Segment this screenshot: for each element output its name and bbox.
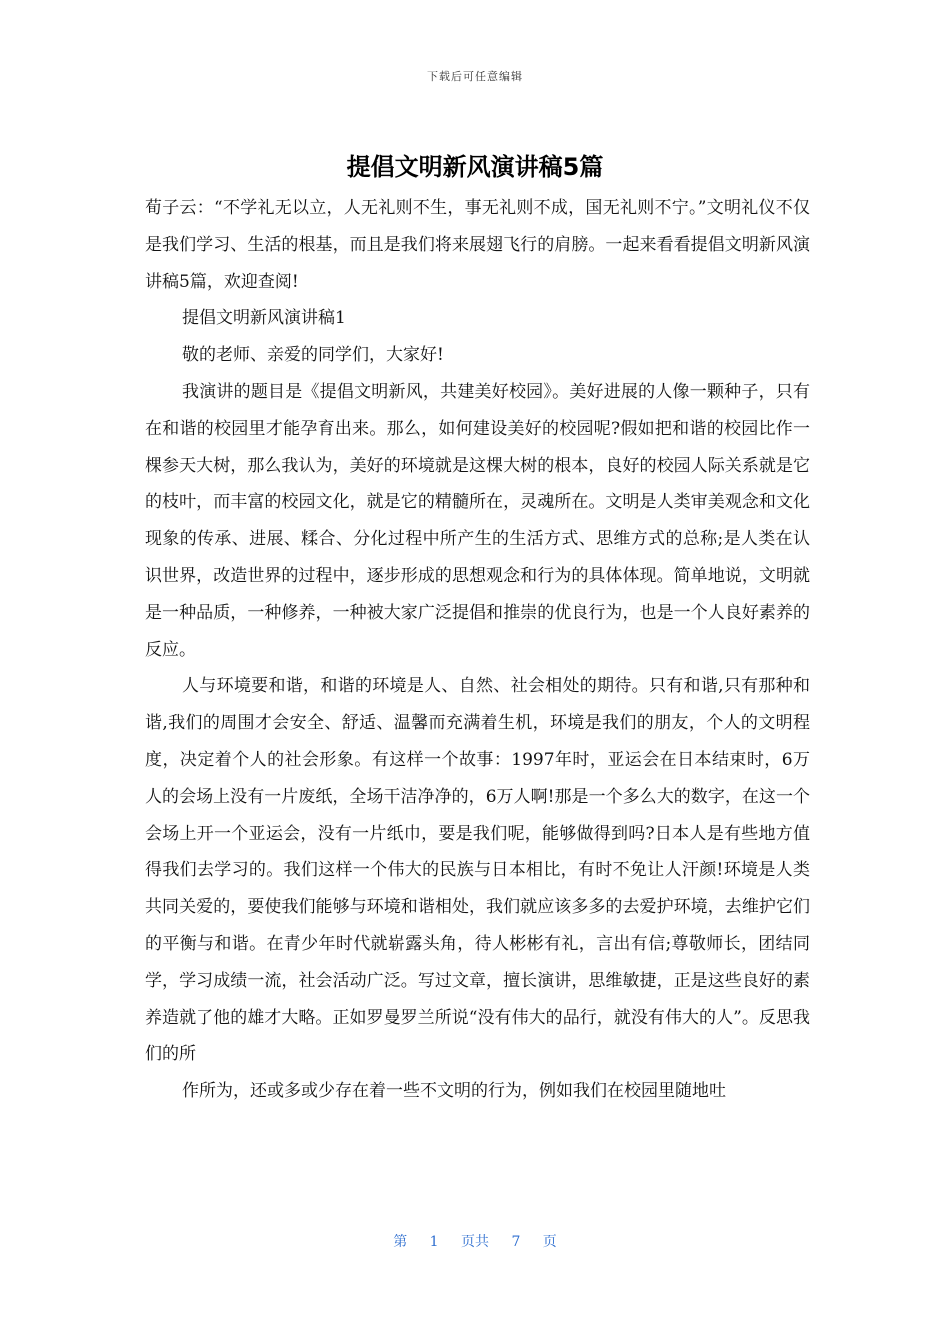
document-body [145, 190, 810, 1110]
paragraph-body: 我演讲的题目是《提倡文明新风，共建美好校园》。美好进展的人像一颗种子，只有在和谐的校园里才能孕育出来。那么，如何建设美好的校园呢?假如把和谐的校园比作一棵参天大树，那么我认为，美好的环境就是这棵大树的根本，良好的校园人际关系就是它的枝叶，而丰富的校园文化，就是它的精髓所在，灵魂所在。文明是人类审美观念和文化现象的传承、进展、糅合、分化过程中所产生的生活方式、思维方式的总称;是人类在认识世界，改造世界的过程中，逐步形成的思想观念和行为的具体体现。简单地说，文明就是一种品质，一种修养，一种被大家广泛提倡和推崇的优良行为，也是一个人良好素养的反应。 [145, 381, 810, 660]
paragraph-intro: 荀子云：“不学礼无以立，人无礼则不生，事无礼则不成，国无礼则不宁。”文明礼仪不仅是我们学习、生活的根基，而且是我们将来展翅飞行的肩膀。一起来看看提倡文明新风演讲稿5篇，欢迎查阅! [145, 198, 810, 292]
paragraph-body: 人与环境要和谐，和谐的环境是人、自然、社会相处的期待。只有和谐,只有那种和谐,我们的周围才会安全、舒适、温馨而充满着生机，环境是我们的朋友，个人的文明程度，决定着个人的社会形象。有这样一个故事：1997年时，亚运会在日本结束时，6万人的会场上没有一片废纸，全场干洁净净的，6万人啊!那是一个多么大的数字，在这一个会场上开一个亚运会，没有一片纸巾，要是我们呢，能够做得到吗?日本人是有些地方值得我们去学习的。我们这样一个伟大的民族与日本相比，有时不免让人汗颜!环境是人类共同关爱的，要使我们能够与环境和谐相处，我们就应该多多的去爱护环境，去维护它们的平衡与和谐。在青少年时代就崭露头角，待人彬彬有礼，言出有信;尊敬师长，团结同学，学习成绩一流，社会活动广泛。写过文章，擅长演讲，思维敏捷，正是这些良好的素养造就了他的雄才大略。正如罗曼罗兰所说“没有伟大的品行，就没有伟大的人”。反思我们的所 [145, 676, 810, 1065]
paragraph-body: 作所为，还或多或少存在着一些不文明的行为，例如我们在校园里随地吐 [182, 1081, 726, 1102]
paragraph-speech-heading: 提倡文明新风演讲稿1 [182, 308, 346, 329]
document-title: 提倡文明新风演讲稿5篇 [346, 153, 604, 181]
page-number-footer: 第 1 页共 7 页 [393, 1234, 557, 1250]
paragraph-greeting: 敬的老师、亲爱的同学们，大家好! [182, 345, 444, 366]
page-header-note: 下载后可任意编辑 [427, 70, 523, 83]
